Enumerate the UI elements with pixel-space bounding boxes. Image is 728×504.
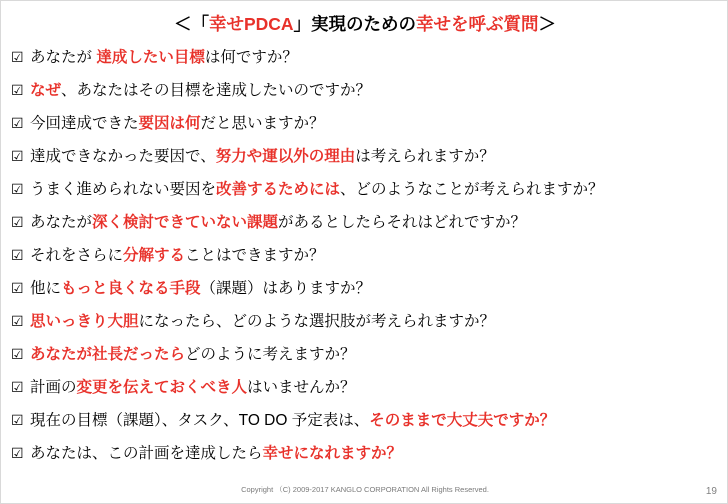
normal-text: があるとしたらそれはどれですか？ [278,214,527,231]
normal-text: 現在の目標（課題）、タスク、TO DO 予定表は、 [30,412,370,429]
normal-text: ことはできますか？ [185,247,325,264]
page-number: 19 [705,486,717,497]
normal-text: になったら、どのような選択肢が考えられますか？ [138,313,496,330]
checkbox-icon[interactable]: ☑ [11,115,24,131]
list-item [11,78,723,111]
normal-text: 他に [30,280,62,297]
highlight-text: 努力や運以外の理由 [215,148,356,165]
normal-text: それをさらに [30,247,124,264]
normal-text: （課題）はありますか？ [200,280,372,297]
normal-text: 達成できなかった要因で、 [30,148,216,165]
highlight-text: そのままで大丈夫ですか？ [369,412,556,429]
list-item-label [30,408,723,430]
normal-text: はいませんか？ [247,379,356,396]
checkbox-icon[interactable]: ☑ [11,412,24,428]
list-item [11,111,723,144]
normal-text: 、どのようなことが考えられますか？ [340,181,604,198]
highlight-text: 達成したい目標 [96,49,205,66]
list-item [11,210,723,243]
list-item [11,408,723,441]
highlight-text: 改善するためには [216,181,341,198]
checkbox-icon[interactable]: ☑ [11,49,24,65]
highlight-text: なぜ [30,82,62,99]
highlight-text: 要因は何 [138,115,201,132]
normal-text: 、あなたはその目標を達成したいのですか？ [61,82,372,99]
highlight-text: 幸せPDCA [208,14,294,34]
highlight-text: 思いっきり大胆 [30,313,139,330]
normal-text: は考えられますか？ [355,148,495,165]
highlight-text: 幸せになれますか？ [262,445,403,462]
highlight-text: あなたが社長だったら [30,346,186,363]
page-title [1,11,728,36]
list-item-label [30,375,723,397]
list-item-label [30,243,723,265]
checkbox-icon[interactable]: ☑ [11,247,24,263]
normal-text: 」実現のための [293,14,417,34]
copyright-footer: Copyright （C) 2009-2017 KANGLO CORPORATION All Rights Reserved. [241,485,489,494]
checkbox-icon[interactable]: ☑ [11,346,24,362]
normal-text: どのように考えますか？ [185,346,356,363]
normal-text: あなたが [30,49,97,66]
normal-text: 計画の [30,379,77,396]
normal-text: あなたは、この計画を達成したら [30,445,263,462]
normal-text: は何ですか？ [204,49,298,66]
list-item-label [30,177,723,199]
list-item [11,276,723,309]
list-item [11,243,723,276]
normal-text: 今回達成できた [30,115,139,132]
highlight-text: 幸せを呼ぶ質問 [416,14,539,34]
normal-text: ＞ [538,14,557,34]
list-item [11,309,723,342]
list-item [11,45,723,78]
checkbox-icon[interactable]: ☑ [11,445,24,461]
checkbox-icon[interactable]: ☑ [11,280,24,296]
normal-text: うまく進められない要因を [30,181,217,198]
list-item-label [30,144,723,166]
checkbox-icon[interactable]: ☑ [11,379,24,395]
list-item-label [30,441,723,463]
normal-text: あなたが [30,214,93,231]
list-item [11,375,723,408]
highlight-text: 変更を伝えておくべき人 [76,379,248,396]
normal-text: ＜「 [173,14,209,34]
list-item [11,441,723,474]
highlight-text: 深く検討できていない課題 [92,214,279,231]
normal-text: だと思いますか？ [200,115,325,132]
checkbox-icon[interactable]: ☑ [11,82,24,98]
checkbox-icon[interactable]: ☑ [11,214,24,230]
list-item-label [30,276,723,298]
checkbox-icon[interactable]: ☑ [11,313,24,329]
list-item-label [30,210,723,232]
list-item-label [30,309,723,331]
list-item-label [30,45,723,67]
list-item [11,144,723,177]
checkbox-icon[interactable]: ☑ [11,181,24,197]
list-item-label [30,342,723,364]
highlight-text: もっと良くなる手段 [61,280,201,297]
list-item-label [30,78,723,100]
highlight-text: 分解する [123,247,186,264]
list-item [11,342,723,375]
question-list [11,45,723,474]
checkbox-icon[interactable]: ☑ [11,148,24,164]
list-item-label [30,111,723,133]
list-item [11,177,723,210]
